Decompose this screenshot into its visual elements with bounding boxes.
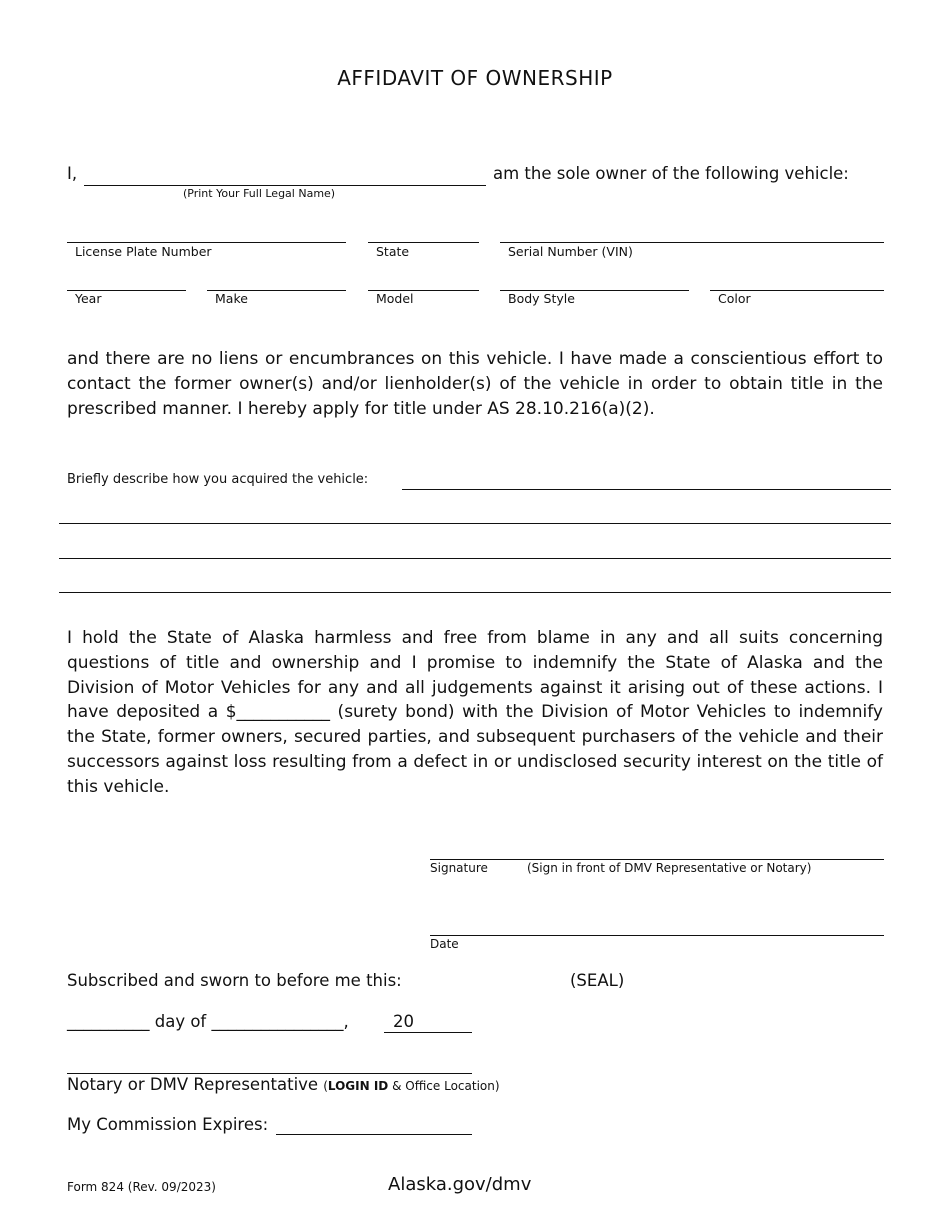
date-underline — [430, 935, 884, 936]
plate-underline — [67, 242, 346, 243]
liens-paragraph: and there are no liens or encumbrances on this vehicle. I have made a conscientious effort to contact the former owner(s) and/or lienholder(s) of the vehicle in order to obtain title in the prescribed manner. I hereby apply for title under AS 28.10.216(a)(2). — [67, 349, 883, 419]
day-blank-text: __________ day of ________________, — [67, 1012, 349, 1031]
commission-label: My Commission Expires: — [67, 1115, 269, 1134]
commission-field[interactable] — [278, 1115, 474, 1135]
owner-name-underline — [84, 185, 486, 186]
model-label: Model — [376, 291, 414, 306]
acquired-field-2[interactable] — [59, 504, 893, 524]
website-link[interactable]: Alaska.gov/dmv — [388, 1174, 532, 1195]
vin-underline — [500, 242, 884, 243]
acquired-underline-2 — [59, 523, 891, 524]
page-title: AFFIDAVIT OF OWNERSHIP — [337, 66, 613, 90]
plate-field[interactable] — [67, 222, 349, 242]
year-field[interactable] — [67, 270, 189, 290]
plate-label: License Plate Number — [75, 244, 212, 259]
owner-name-field[interactable] — [84, 166, 488, 186]
form-number: Form 824 (Rev. 09/2023) — [67, 1180, 216, 1194]
notary-rep-line — [67, 1075, 500, 1094]
vin-label: Serial Number (VIN) — [508, 244, 633, 259]
notary-rep-label: Notary or DMV Representative — [67, 1075, 319, 1094]
year-prefix: 20 — [393, 1012, 414, 1031]
state-label: State — [376, 244, 410, 259]
year-underline-notary — [384, 1032, 472, 1033]
owner-suffix: am the sole owner of the following vehicle: — [493, 164, 849, 183]
color-field[interactable] — [710, 270, 886, 290]
sworn-text: Subscribed and sworn to before me this: — [67, 971, 402, 990]
owner-prefix: I, — [67, 164, 78, 183]
acquired-field-4[interactable] — [59, 572, 893, 592]
year-field-notary[interactable] — [414, 1013, 474, 1033]
year-label: Year — [75, 291, 102, 306]
body-style-label: Body Style — [508, 291, 575, 306]
seal-label: (SEAL) — [570, 971, 625, 990]
state-field[interactable] — [368, 222, 482, 242]
acquired-label: Briefly describe how you acquired the vehicle: — [67, 472, 369, 487]
signature-label: Signature — [430, 861, 488, 875]
notary-rep-note-open: ( — [323, 1079, 328, 1093]
color-label: Color — [718, 291, 751, 306]
make-label: Make — [215, 291, 248, 306]
make-field[interactable] — [207, 270, 349, 290]
notary-rep-note-rest: & Office Location) — [388, 1079, 500, 1093]
model-field[interactable] — [368, 270, 482, 290]
state-underline — [368, 242, 479, 243]
notary-rep-note-bold: LOGIN ID — [327, 1079, 389, 1093]
notary-rep-underline — [67, 1073, 472, 1074]
signature-field[interactable] — [430, 838, 886, 860]
body-style-field[interactable] — [500, 270, 692, 290]
acquired-field-3[interactable] — [59, 538, 893, 558]
signature-underline — [430, 859, 884, 860]
notary-rep-field[interactable] — [67, 1054, 474, 1074]
acquired-underline-1 — [402, 489, 891, 490]
date-label: Date — [430, 937, 459, 951]
vin-field[interactable] — [500, 222, 886, 242]
commission-underline — [276, 1134, 472, 1135]
acquired-underline-4 — [59, 592, 891, 593]
date-field[interactable] — [430, 914, 886, 936]
acquired-underline-3 — [59, 558, 891, 559]
acquired-field-1[interactable] — [402, 470, 893, 490]
signature-note: (Sign in front of DMV Representative or Notary) — [527, 861, 812, 875]
indemnity-paragraph: I hold the State of Alaska harmless and free from blame in any and all suits concerning questions of title and ownership and I promise to indemnify the State of Alaska and the Division of Motor Vehicles for any and all judgements against it arising out of these actions. I have deposited a $___________ (surety bond) with the Division of Motor Vehicles to indemnify the State, former owners, secured parties, and subsequent purchasers of the vehicle and their successors against loss resulting from a defect in or undisclosed security interest on the title of this vehicle. — [67, 628, 883, 797]
owner-name-caption: (Print Your Full Legal Name) — [183, 187, 336, 200]
